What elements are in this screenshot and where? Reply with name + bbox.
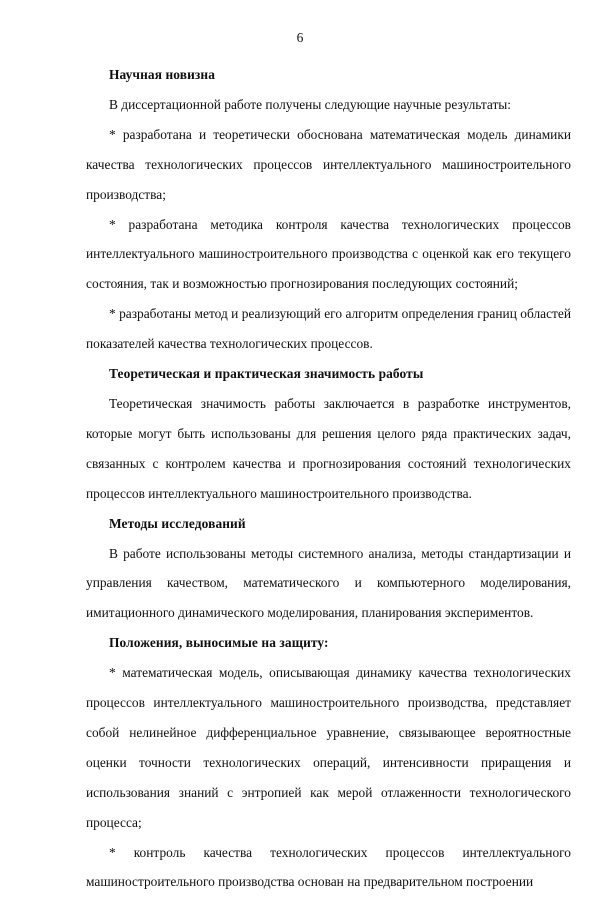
paragraph-research-methods: В работе использованы методы системного анализа, методы стандартизации и управления качеством, математического и компьютерного моделирования, имитационного динамического моделирования, планирования экспериментов. <box>86 545 571 621</box>
heading-research-methods: Методы исследований <box>109 515 246 531</box>
paragraph-intro-results: В диссертационной работе получены следующие научные результаты: <box>109 96 512 112</box>
paragraph-bullet-methodology: * разработана методика контроля качества технологических процессов интеллектуального машиностроительного производства с оценкой как его текущего состояния, так и возможностью прогнозирования последующих состояний; <box>86 216 571 292</box>
page-number: 6 <box>296 30 304 45</box>
heading-scientific-novelty: Научная новизна <box>109 67 215 82</box>
paragraph-theoretical-significance: Теоретическая значимость работы заключается в разработке инструментов, которые могут быть использованы для решения целого ряда практических задач, связанных с контролем качества и прогнозирования состояний технологических процессов интеллектуального машиностроительного производства. <box>86 395 571 501</box>
paragraph-bullet-algorithm: * разработаны метод и реализующий его алгоритм определения границ областей показателей качества технологических процессов. <box>86 306 571 352</box>
paragraph-bullet-model: * разработана и теоретически обоснована математическая модель динамики качества технологических процессов интеллектуального машиностроительного производства; <box>86 126 571 202</box>
paragraph-defence-quality-control: * контроль качества технологических процессов интеллектуального машиностроительного производства основан на предварительном построении <box>86 844 571 890</box>
heading-statements-for-defence: Положения, выносимые на защиту: <box>109 635 329 651</box>
heading-theoretical-practical-significance: Теоретическая и практическая значимость работы <box>109 366 424 382</box>
paragraph-defence-math-model: * математическая модель, описывающая динамику качества технологических процессов интеллектуального машиностроительного производства, представляет собой нелинейное дифференциальное уравнение, связывающее вероятностные оценки точности технологических операций, интенсивности приращения и использования знаний с энтропией как мерой отлаженности технологического процесса; <box>86 665 571 830</box>
document-body <box>86 60 571 897</box>
